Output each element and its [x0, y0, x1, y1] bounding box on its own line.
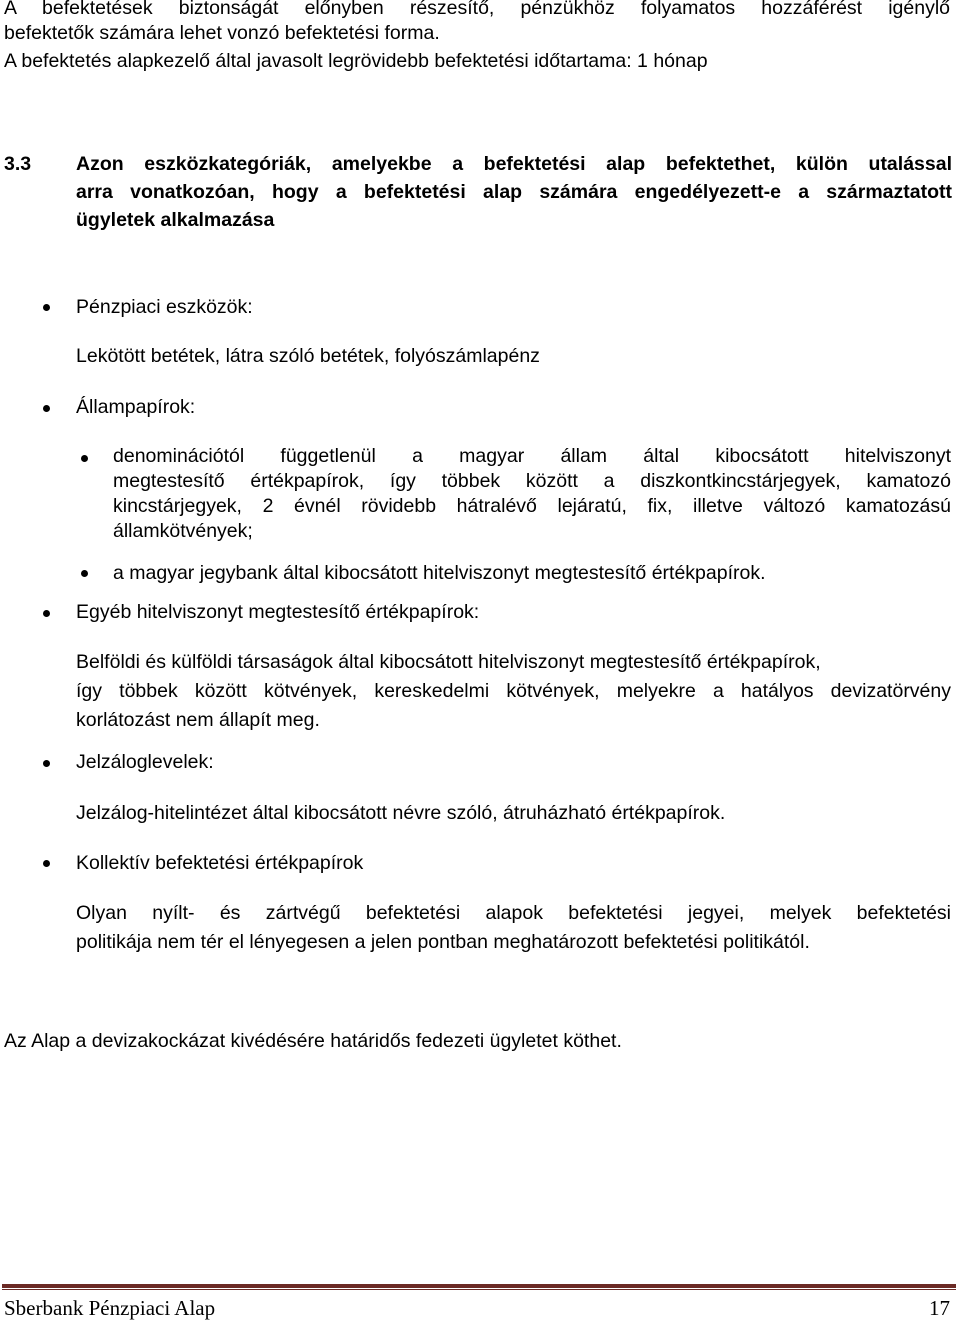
closing-paragraph: Az Alap a devizakockázat kivédésére határidős fedezeti ügyletet köthet. [4, 1030, 622, 1052]
footer-rule [2, 1289, 956, 1290]
sub-item [113, 444, 951, 544]
category-label: Jelzáloglevelek: [76, 751, 214, 773]
sub-item: a magyar jegybank által kibocsátott hitelviszonyt megtestesítő értékpapírok. [113, 562, 766, 584]
category-label: Kollektív befektetési értékpapírok [76, 852, 364, 874]
intro-line: A befektetések biztonságát előnyben részesítő, pénzükhöz folyamatos hozzáférést igénylő [4, 0, 950, 19]
bullet-icon [43, 860, 50, 867]
footer-rule [2, 1284, 956, 1288]
bullet-icon [43, 610, 50, 617]
footer-title: Sberbank Pénzpiaci Alap [4, 1296, 216, 1320]
section-number: 3.3 [4, 153, 32, 175]
sub-item-line: államkötvények; [113, 520, 253, 542]
description-line: így többek között kötvények, kereskedelmi kötvények, melyekre a hatályos devizatörvény [76, 680, 951, 702]
category-label: Állampapírok: [76, 396, 196, 418]
bullet-icon [81, 570, 88, 577]
section-heading-line: Azon eszközkategóriák, amelyekbe a befektetési alap befektethet, külön utalással [76, 153, 952, 175]
description-line: korlátozást nem állapít meg. [76, 709, 320, 731]
category-description [76, 899, 951, 957]
description-line: politikája nem tér el lényegesen a jelen pontban meghatározott befektetési politikától. [76, 931, 810, 953]
intro-line: befektetők számára lehet vonzó befektetési forma. [4, 22, 440, 44]
section-heading-line: arra vonatkozóan, hogy a befektetési alap számára engedélyezett-e a származtatott [76, 181, 952, 203]
category-label: Egyéb hitelviszonyt megtestesítő értékpapírok: [76, 601, 480, 623]
category-description: Lekötött betétek, látra szóló betétek, folyószámlapénz [76, 345, 540, 367]
section-heading-line: ügyletek alkalmazása [76, 209, 275, 231]
sub-item-line: megtestesítő értékpapírok, így többek között a diszkontkincstárjegyek, kamatozó [113, 470, 951, 492]
category-description: Jelzálog-hitelintézet által kibocsátott névre szóló, átruházható értékpapírok. [76, 802, 726, 824]
intro-paragraph [4, 0, 950, 76]
bullet-icon [43, 405, 50, 412]
bullet-icon [43, 304, 50, 311]
sub-item-line: kincstárjegyek, 2 évnél rövidebb hátralévő lejáratú, fix, illetve változó kamatozású [113, 495, 951, 517]
category-description [76, 648, 951, 735]
page-number: 17 [929, 1296, 950, 1320]
bullet-icon [43, 760, 50, 767]
bullet-icon [81, 455, 88, 462]
intro-line: A befektetés alapkezelő által javasolt legrövidebb befektetési időtartama: 1 hónap [4, 50, 708, 72]
category-label: Pénzpiaci eszközök: [76, 296, 253, 318]
sub-item-line: denominációtól függetlenül a magyar állam által kibocsátott hitelviszonyt [113, 445, 951, 467]
section-heading [76, 150, 952, 234]
description-line: Belföldi és külföldi társaságok által kibocsátott hitelviszonyt megtestesítő értékpapírok, [76, 651, 821, 673]
description-line: Olyan nyílt- és zártvégű befektetési alapok befektetési jegyei, melyek befektetési [76, 902, 951, 924]
